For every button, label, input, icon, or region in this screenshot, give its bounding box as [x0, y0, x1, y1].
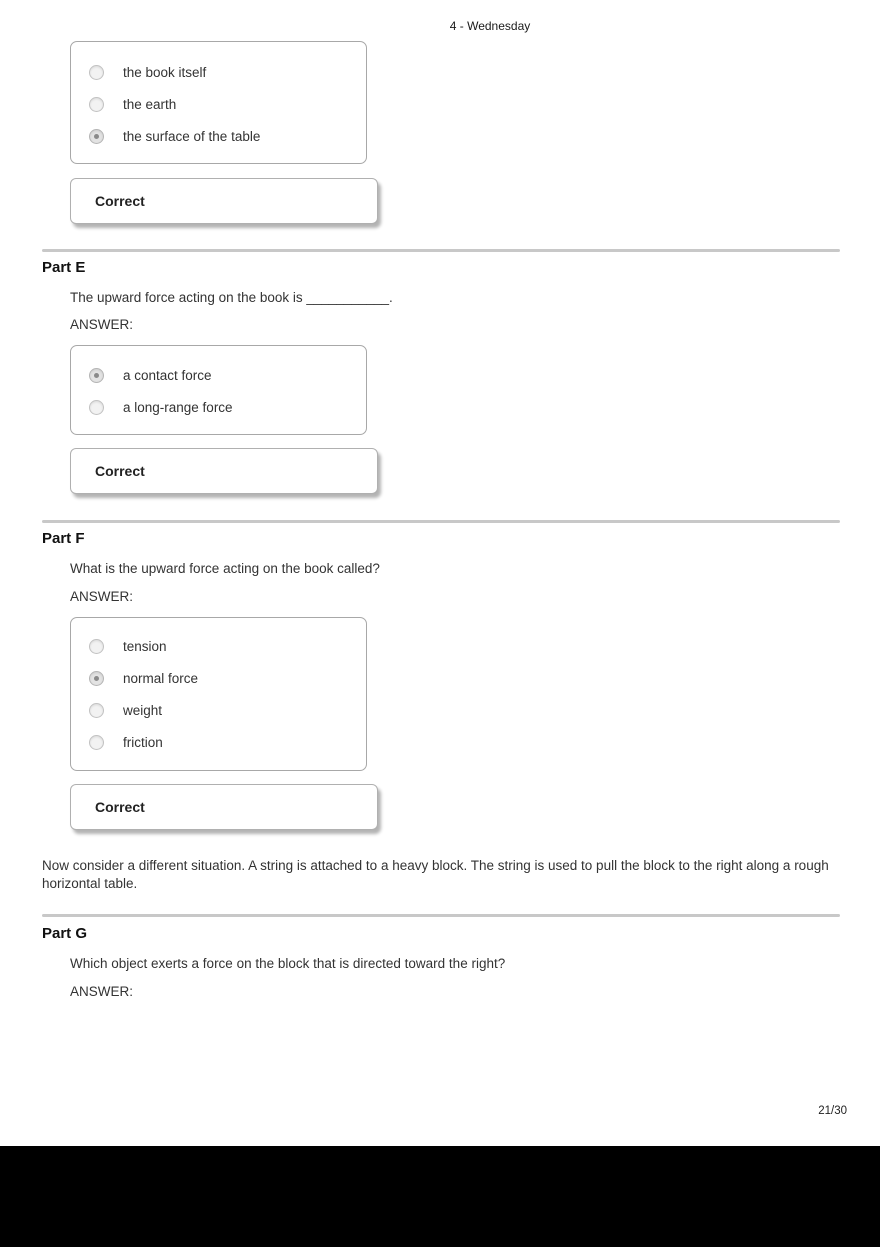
section-divider [42, 914, 840, 917]
answer-label: ANSWER: [70, 589, 134, 604]
radio-button-icon[interactable] [89, 703, 104, 718]
radio-button-icon[interactable] [89, 400, 104, 415]
part-title: Part F [42, 530, 85, 547]
correct-feedback-button[interactable]: Correct [70, 178, 378, 224]
part-title: Part G [42, 925, 88, 942]
radio-button-icon[interactable] [89, 97, 104, 112]
radio-option-label: the book itself [123, 64, 207, 80]
radio-option[interactable] [71, 630, 366, 662]
answer-label: ANSWER: [70, 984, 134, 999]
radio-option[interactable] [71, 359, 366, 391]
radio-option-label: tension [123, 638, 167, 654]
question-text: Which object exerts a force on the block that is directed toward the right? [70, 956, 506, 971]
correct-feedback-button[interactable]: Correct [70, 448, 378, 494]
radio-dot-icon [94, 676, 99, 681]
radio-button-icon[interactable] [89, 65, 104, 80]
radio-option[interactable] [71, 391, 366, 423]
radio-option[interactable] [71, 662, 366, 694]
radio-option[interactable] [71, 694, 366, 726]
correct-feedback-button[interactable]: Correct [70, 784, 378, 830]
page-header-title: 4 - Wednesday [449, 19, 531, 33]
answer-options-box [70, 41, 367, 164]
radio-dot-icon [94, 134, 99, 139]
radio-button-icon[interactable] [89, 129, 104, 144]
radio-option[interactable] [71, 56, 366, 88]
answer-options-box [70, 345, 367, 435]
radio-dot-icon [94, 373, 99, 378]
answer-options-box [70, 617, 367, 771]
radio-option-label: the earth [123, 96, 177, 112]
answer-label: ANSWER: [70, 317, 134, 332]
question-text: The upward force acting on the book is ___________. [70, 290, 393, 305]
question-text: What is the upward force acting on the book called? [70, 561, 380, 576]
radio-option-label: a contact force [123, 367, 212, 383]
radio-button-icon[interactable] [89, 671, 104, 686]
part-title: Part E [42, 259, 86, 276]
section-divider [42, 520, 840, 523]
radio-option-label: the surface of the table [123, 128, 261, 144]
radio-option[interactable] [71, 88, 366, 120]
radio-option-label: a long-range force [123, 399, 233, 415]
section-divider [42, 249, 840, 252]
radio-button-icon[interactable] [89, 735, 104, 750]
radio-option[interactable] [71, 726, 366, 758]
page-number: 21/30 [818, 1105, 847, 1117]
scenario-paragraph: Now consider a different situation. A string is attached to a heavy block. The string is used to pull the block to the right along a rough horizontal table. [42, 858, 829, 891]
radio-option-label: normal force [123, 670, 199, 686]
radio-option[interactable] [71, 120, 366, 152]
radio-option-label: friction [123, 734, 163, 750]
radio-option-label: weight [123, 702, 163, 718]
letterbox-bottom [0, 1146, 880, 1247]
radio-button-icon[interactable] [89, 639, 104, 654]
radio-button-icon[interactable] [89, 368, 104, 383]
